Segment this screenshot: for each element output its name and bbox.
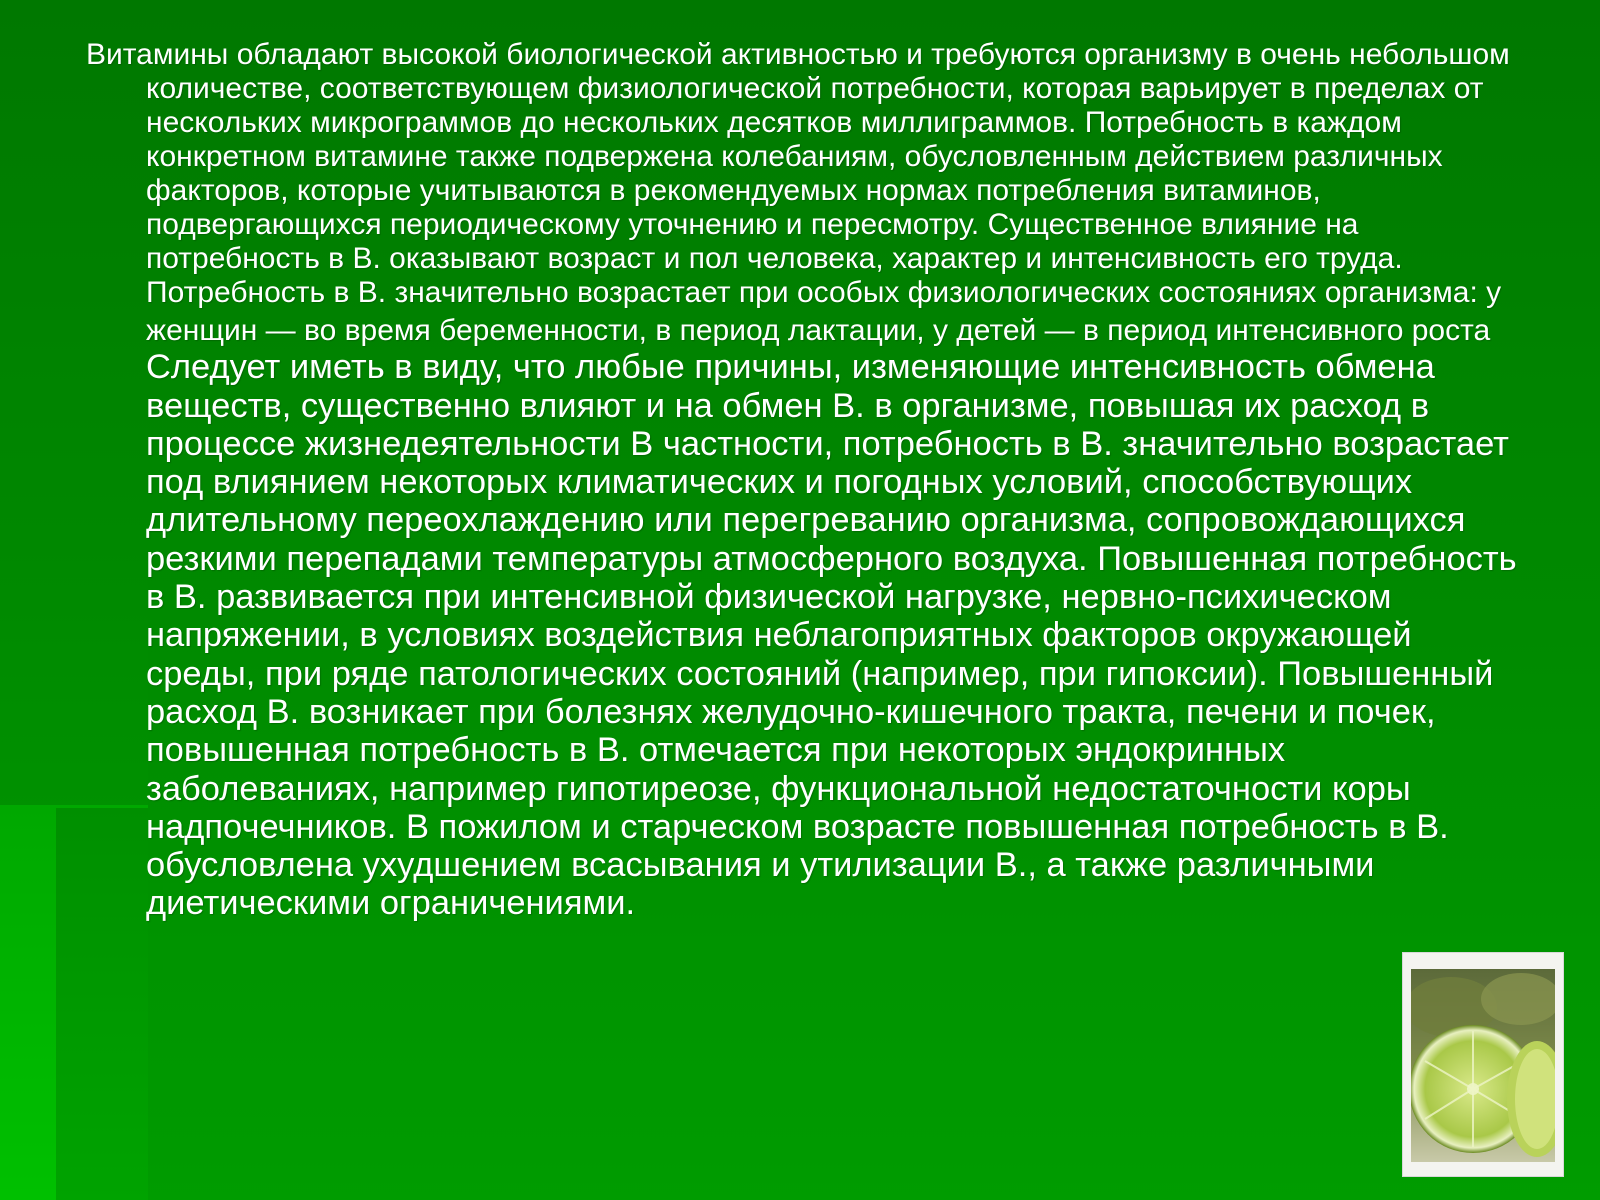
paragraph-part-large: Следует иметь в виду, что любые причины, изменяющие интенсивность обмена веществ, существенно влияют и на обмен В. в организме, повышая их расход в процессе жизнедеятельности В частности, потребность в В. значительно возрастает под влиянием некоторых климатических и погодных условий, способствующих длительному переохлаждению или перегреванию организма, сопровождающихся резкими перепадами температуры атмосферного воздуха. Повышенная потребность в В. развивается при интенсивной физической нагрузке, нервно-психическом напряжении, в условиях воздействия неблагоприятных факторов окружающей среды, при ряде патологических состояний (например, при гипоксии). Повышенный расход В. возникает при болезнях желудочно-кишечного тракта, печени и почек, повышенная потребность в В. отмечается при некоторых эндокринных заболеваниях, например гипотиреозе, функциональной недостаточности коры надпочечников. В пожилом и старческом возрасте повышенная потребность в В. обусловлена ухудшением всасывания и утилизации В., а также различными диетическими ограничениями. [146,348,1517,923]
lime-slices-icon [1411,969,1555,1162]
paragraph-part-small: Витамины обладают высокой биологической активностью и требуются организму в очень небольшом количестве, соответствующем физиологической потребности, которая варьирует в пределах от нескольких микрограммов до нескольких десятков миллиграммов. Потребность в каждом конкретном витамине также подвержена колебаниям, обусловленным действием различных факторов, которые учитываются в рекомендуемых нормах потребления витаминов, подвергающихся периодическому уточнению и пересмотру. Существенное влияние на потребность в В. оказывают возраст и пол человека, характер и интенсивность его труда. Потребность в В. значительно возрастает при особых физиологических состояниях организма: у женщин — во время беременности, в период лактации, у детей — в период интенсивного роста [86,38,1510,347]
slide-content [86,38,1526,923]
vitamins-paragraph [86,38,1526,923]
lime-photo [1403,953,1563,1176]
